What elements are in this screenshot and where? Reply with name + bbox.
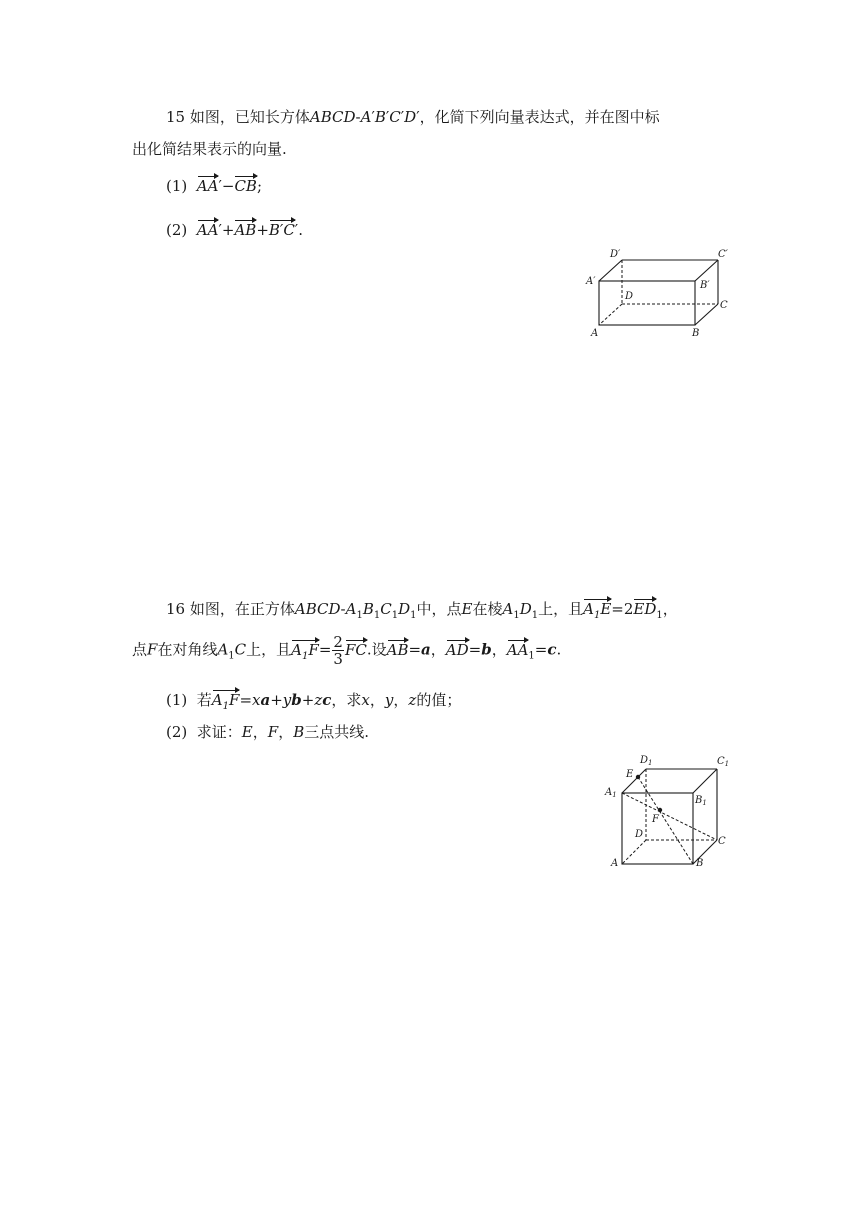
q15-label-B: B bbox=[692, 328, 700, 339]
q15-label-D: D bbox=[625, 291, 634, 302]
q16-label-A: A bbox=[611, 858, 619, 869]
q16-label-C1: $C_1$ bbox=[717, 756, 730, 768]
q15-cuboid-figure bbox=[582, 244, 742, 344]
q16-label-B: B bbox=[696, 858, 704, 869]
fraction-two-thirds: $\frac{2}{3}$ bbox=[333, 633, 343, 668]
point-F-dot bbox=[658, 808, 662, 812]
q15-label-Cp: C′ bbox=[718, 249, 728, 260]
q16-label-F: F bbox=[652, 814, 659, 825]
q15-item-1-label: (1) bbox=[166, 177, 188, 195]
q15-label-A: A bbox=[591, 328, 599, 339]
q16-stem-line1: 16 如图，在正方体ABCD-$A_1B_1C_1D_1$中，点E在棱$A_1D_1$上，且$A_1E=2ED_1$， bbox=[166, 599, 678, 626]
q16-item-2: (2) 求证：E，F，B三点共线. bbox=[166, 723, 370, 741]
q15-item-2: (2) AA′+AB+B′C′. bbox=[166, 221, 303, 239]
q15-item-2-label: (2) bbox=[166, 221, 188, 239]
q15-label-Ap: A′ bbox=[586, 276, 596, 287]
q16-label-C: C bbox=[718, 836, 726, 847]
q15-label-Dp: D′ bbox=[610, 249, 621, 260]
q15-number: 15 bbox=[166, 108, 186, 126]
q16-label-D1: $D_1$ bbox=[640, 755, 653, 767]
q15-label-C: C bbox=[720, 300, 728, 311]
q16-label-D: D bbox=[635, 829, 644, 840]
q16-label-E: E bbox=[626, 769, 634, 780]
q16-stem-line2: 点F在对角线$A_1C$上，且$A_1F=$ $\frac{2}{3}$ FC.设AB=a，AD=b，$AA_1=c$. bbox=[132, 633, 562, 668]
q15-label-Bp: B′ bbox=[700, 280, 710, 291]
q16-item-1: (1) 若$A_1F=xa+yb+zc$，求x，y，z的值； bbox=[166, 690, 461, 717]
q16-cube-figure bbox=[600, 752, 740, 872]
q16-item-2-label: (2) bbox=[166, 723, 188, 741]
q15-stem-line1: 15 如图，已知长方体ABCD-A′B′C′D′，化简下列向量表达式，并在图中标 bbox=[166, 108, 660, 126]
q15-stem-line2: 出化简结果表示的向量. bbox=[132, 140, 287, 158]
q15-item-1: (1) AA′−CB; bbox=[166, 177, 263, 195]
q16-item-1-label: (1) bbox=[166, 691, 188, 709]
point-E-dot bbox=[636, 775, 640, 779]
q16-label-A1: $A_1$ bbox=[605, 787, 617, 799]
q16-number: 16 bbox=[166, 600, 186, 618]
q16-label-B1: $B_1$ bbox=[695, 795, 707, 807]
